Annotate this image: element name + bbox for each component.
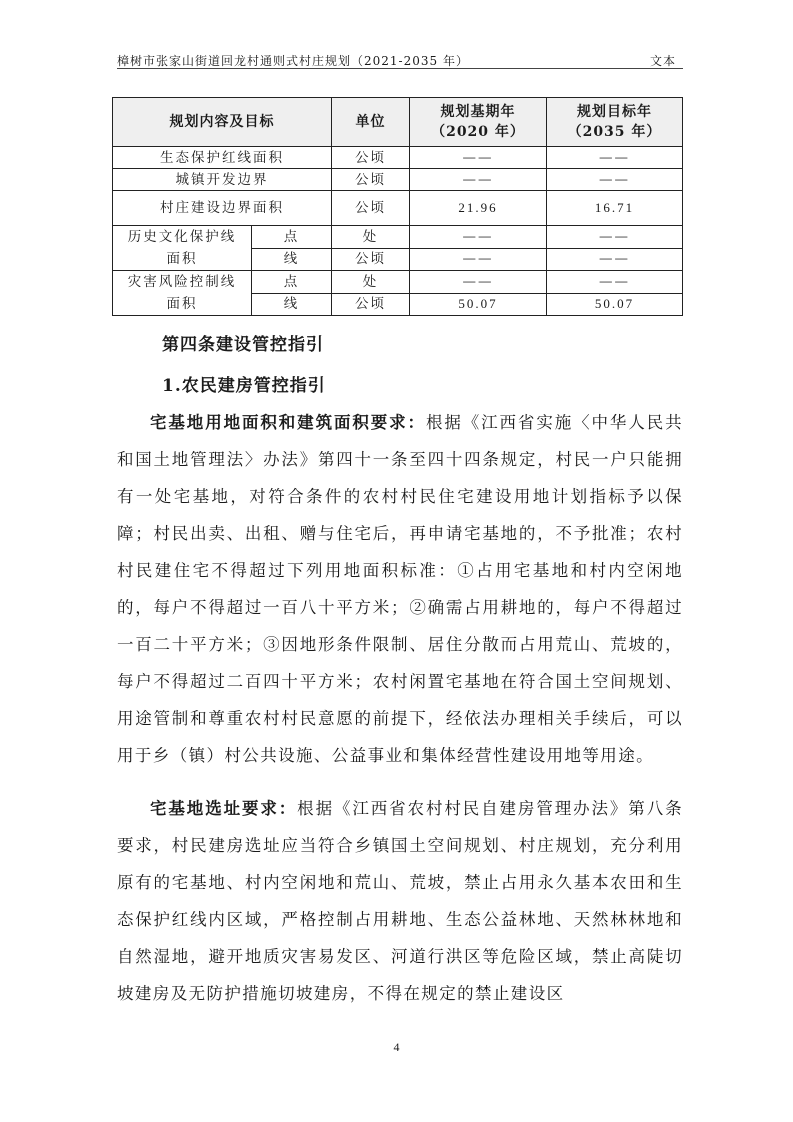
row-unit: 公顷: [332, 169, 410, 191]
subrow-target: ——: [547, 248, 683, 271]
page-number: 4: [393, 1040, 400, 1054]
header-unit: 单位: [332, 98, 410, 147]
header-base-year-sub: （2020 年）: [431, 124, 525, 140]
table-row: [113, 271, 683, 294]
row-unit: 公顷: [332, 191, 410, 226]
header-base-year: [410, 98, 547, 147]
paragraph: [117, 404, 683, 774]
row-unit: 公顷: [332, 147, 410, 169]
header-content: 规划内容及目标: [113, 98, 332, 147]
section-subheading: 1.农民建房管控指引: [162, 376, 326, 396]
row-item: 生态保护红线面积: [113, 147, 332, 169]
subrow-type: 线: [252, 293, 332, 316]
paragraph: [117, 790, 683, 1012]
table-header-row: [113, 98, 683, 147]
table-row: [113, 169, 683, 191]
header-base-year-label: 规划基期年: [440, 104, 516, 120]
document-type: 文本: [649, 54, 676, 68]
row-item: 村庄建设边界面积: [113, 191, 332, 226]
subrow-unit: 公顷: [332, 293, 410, 316]
row-target: 16.71: [547, 191, 683, 226]
subrow-target: ——: [547, 271, 683, 294]
subrow-unit: 公顷: [332, 248, 410, 271]
paragraph-text: 根据《江西省实施〈中华人民共和国土地管理法〉办法》第四十一条至四十四条规定，村民一户只能拥有一处宅基地，对符合条件的农村村民住宅建设用地计划指标予以保障；村民出卖、出租、赠与住宅后，再申请宅基地的，不予批准；农村村民建住宅不得超过下列用地面积标准：①占用宅基地和村内空闲地的，每户不得超过一百八十平方米；②确需占用耕地的，每户不得超过一百二十平方米；③因地形条件限制、居住分散而占用荒山、荒坡的，每户不得超过二百四十平方米；农村闲置宅基地在符合国土空间规划、用途管制和尊重农村村民意愿的前提下，经依法办理相关手续后，可以用于乡（镇）村公共设施、公益事业和集体经营性建设用地等用途。: [117, 413, 684, 765]
section-heading: 第四条建设管控指引: [162, 335, 324, 355]
row-target: ——: [547, 169, 683, 191]
planning-targets-table: [112, 97, 683, 316]
subrow-target: 50.07: [547, 293, 683, 316]
row-base: ——: [410, 147, 547, 169]
paragraph-text: 根据《江西省农村村民自建房管理办法》第八条要求，村民建房选址应当符合乡镇国土空间规划、村庄规划，充分利用原有的宅基地、村内空闲地和荒山、荒坡，禁止占用永久基本农田和生态保护红线内区域，严格控制占用耕地、生态公益林地、天然林林地和自然湿地，避开地质灾害易发区、河道行洪区等危险区域，禁止高陡切坡建房及无防护措施切坡建房，不得在规定的禁止建设区: [117, 799, 683, 1003]
paragraph-lead: 宅基地用地面积和建筑面积要求：: [150, 413, 426, 432]
header-divider: [117, 68, 683, 69]
header-target-year: [547, 98, 683, 147]
paragraph-homestead-area: [117, 404, 683, 774]
subrow-unit: 处: [332, 226, 410, 249]
row-base: ——: [410, 169, 547, 191]
group-item: [113, 271, 252, 316]
page-header: [117, 50, 676, 70]
group-item-line1: 历史文化保护线: [127, 229, 237, 245]
paragraph-lead: 宅基地选址要求：: [150, 799, 298, 818]
table-row: [113, 226, 683, 249]
header-target-year-sub: （2035 年）: [567, 124, 662, 140]
subrow-base: ——: [410, 271, 547, 294]
group-item-line1: 灾害风险控制线: [127, 274, 237, 290]
header-target-year-label: 规划目标年: [577, 104, 652, 120]
subrow-base: ——: [410, 226, 547, 249]
table-row: [113, 147, 683, 169]
group-item: [113, 226, 252, 271]
row-item: 城镇开发边界: [113, 169, 332, 191]
row-base: 21.96: [410, 191, 547, 226]
subrow-type: 线: [252, 248, 332, 271]
subrow-type: 点: [252, 226, 332, 249]
row-target: ——: [547, 147, 683, 169]
subrow-target: ——: [547, 226, 683, 249]
group-item-line2: 面积: [166, 296, 198, 312]
paragraph-homestead-siting: [117, 790, 683, 1012]
table-row: [113, 191, 683, 226]
subrow-base: 50.07: [410, 293, 547, 316]
subrow-base: ——: [410, 248, 547, 271]
subrow-type: 点: [252, 271, 332, 294]
group-item-line2: 面积: [166, 251, 198, 267]
subrow-unit: 处: [332, 271, 410, 294]
document-title: 樟树市张家山街道回龙村通则式村庄规划（2021-2035 年）: [117, 54, 469, 68]
